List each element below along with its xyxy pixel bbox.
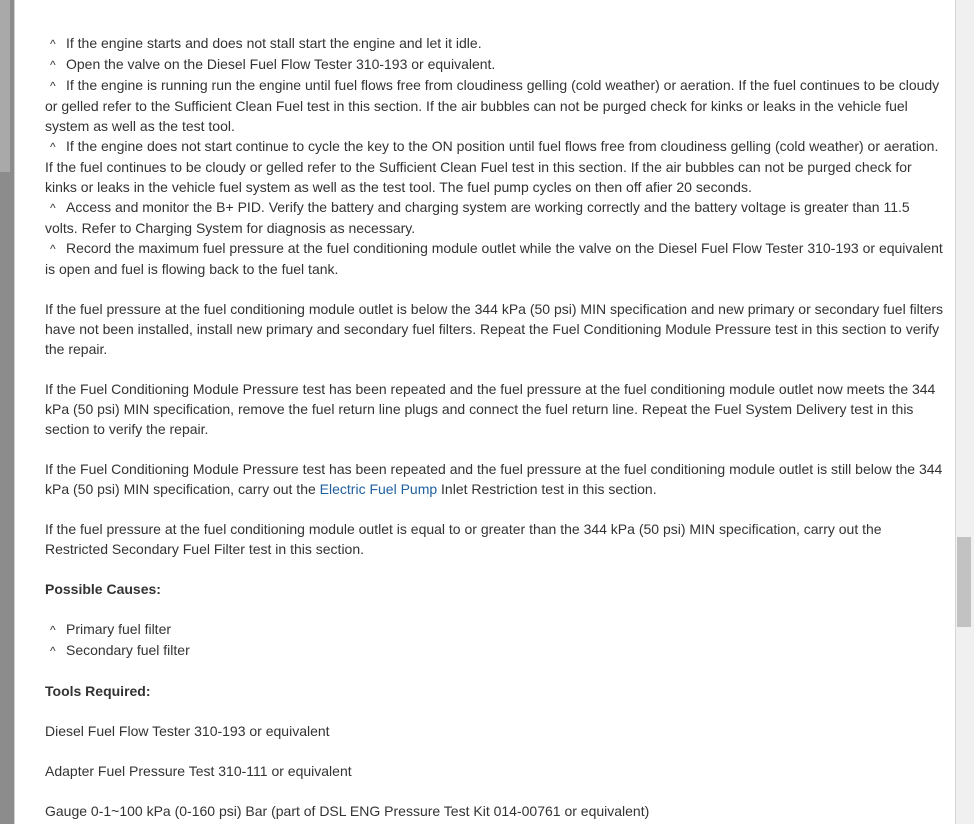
possible-causes-heading: Possible Causes:	[45, 581, 161, 597]
procedure-steps-list	[45, 33, 945, 279]
document-page	[15, 0, 955, 824]
document-scrollbar-track[interactable]	[955, 0, 974, 824]
paragraph-greater-than-spec: If the fuel pressure at the fuel conditioning module outlet is equal to or greater than the 344 kPa (50 psi) MIN specification, carry out the Restricted Secondary Fuel Filter test in this section.	[45, 521, 882, 557]
caret-bullet-icon: ^	[50, 623, 56, 637]
paragraph-still-below-spec: If the Fuel Conditioning Module Pressure test has been repeated and the fuel pressure at the fuel conditioning module outlet is still below the 344 kPa (50 psi) MIN specification, carry out the Electric Fuel Pump Inlet Restriction test in this section.	[45, 461, 943, 497]
tool-item: Diesel Fuel Flow Tester 310-193 or equivalent	[45, 723, 330, 739]
tools-required-heading: Tools Required:	[45, 683, 151, 699]
caret-bullet-icon: ^	[50, 201, 56, 215]
caret-bullet-icon: ^	[50, 79, 56, 93]
caret-bullet-icon: ^	[50, 242, 56, 256]
caret-bullet-icon: ^	[50, 140, 56, 154]
left-panel-scroll-thumb[interactable]	[0, 0, 10, 172]
paragraph-meets-spec: If the Fuel Conditioning Module Pressure test has been repeated and the fuel pressure at the fuel conditioning module outlet now meets the 344 kPa (50 psi) MIN specification, remove the fuel return line plugs and connect the fuel return line. Repeat the Fuel System Delivery test in this section to verify the repair.	[45, 381, 936, 437]
list-item: ^ If the engine does not start continue to cycle the key to the ON position until fuel flows free from cloudiness gelling (cold weather) or aeration. If the fuel continues to be cloudy or gelled refer to the Sufficient Clean Fuel test in this section. If the air bubbles can not be purged check for kinks or leaks in the vehicle fuel system as well as the test tool. The fuel pump cycles on then off afier 20 seconds.	[45, 138, 939, 195]
caret-bullet-icon: ^	[50, 644, 56, 658]
list-item: ^ Access and monitor the B+ PID. Verify the battery and charging system are working correctly and the battery voltage is greater than 11.5 volts. Refer to Charging System for diagnosis as necessary.	[45, 199, 910, 236]
document-scroll-thumb[interactable]	[957, 537, 971, 627]
list-item: ^ Secondary fuel filter	[45, 640, 945, 661]
caret-bullet-icon: ^	[50, 58, 56, 72]
tool-item: Gauge 0-1~100 kPa (0-160 psi) Bar (part of DSL ENG Pressure Test Kit 014-00761 or equivalent)	[45, 803, 650, 819]
possible-causes-list	[45, 619, 945, 661]
document-content	[45, 33, 945, 824]
list-item: ^ Primary fuel filter	[45, 619, 945, 640]
tool-item: Adapter Fuel Pressure Test 310-111 or equivalent	[45, 763, 352, 779]
list-item: ^ If the engine is running run the engine until fuel flows free from cloudiness gelling (cold weather) or aeration. If the fuel continues to be cloudy or gelled refer to the Sufficient Clean Fuel test in this section. If the air bubbles can not be purged check for kinks or leaks in the vehicle fuel system as well as the test tool.	[45, 77, 940, 134]
paragraph-install-filters: If the fuel pressure at the fuel conditioning module outlet is below the 344 kPa (50 psi) MIN specification and new primary or secondary fuel filters have not been installed, install new primary and secondary fuel filters. Repeat the Fuel Conditioning Module Pressure test in this section to verify the repair.	[45, 301, 944, 357]
caret-bullet-icon: ^	[50, 37, 56, 51]
list-item: ^ Open the valve on the Diesel Fuel Flow Tester 310-193 or equivalent.	[45, 54, 945, 75]
list-item: ^ If the engine starts and does not stall start the engine and let it idle.	[45, 33, 945, 54]
left-panel-scrollbar[interactable]	[0, 0, 14, 824]
electric-fuel-pump-link[interactable]: Electric Fuel Pump	[319, 481, 438, 497]
list-item: ^ Record the maximum fuel pressure at the fuel conditioning module outlet while the valve on the Diesel Fuel Flow Tester 310-193 or equivalent is open and fuel is flowing back to the fuel tank.	[45, 240, 943, 277]
